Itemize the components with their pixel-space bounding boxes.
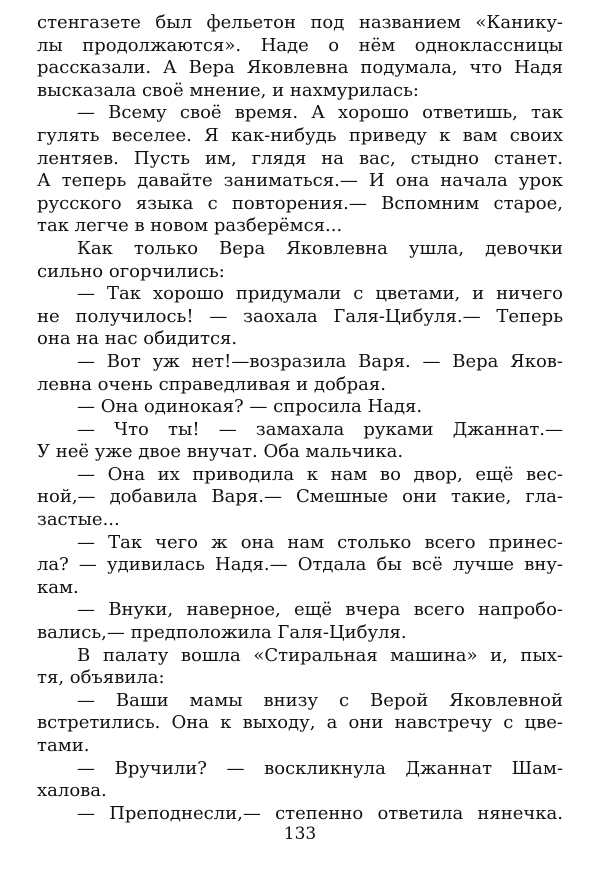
text-line: рассказали. А Вера Яковлевна подумала, что Надя bbox=[37, 57, 563, 79]
text-line: вались,— предположила Галя-Цибуля. bbox=[37, 622, 407, 644]
text-line: Как только Вера Яковлевна ушла, девочки bbox=[77, 237, 563, 259]
text-line: тами. bbox=[37, 735, 90, 756]
text-line: — Так чего ж она нам столько всего принес- bbox=[77, 531, 563, 553]
text-line: застые... bbox=[37, 509, 120, 531]
text-line: — Она их приводила к нам во двор, ещё вес- bbox=[77, 463, 563, 485]
text-line: лентяев. Пусть им, глядя на вас, стыдно станет. bbox=[37, 147, 563, 169]
text-line: А теперь давайте заниматься.— И она начала урок bbox=[37, 170, 563, 192]
text-line: — Вот уж нет!—возразила Варя. — Вера Яков- bbox=[77, 350, 563, 372]
text-line: гулять веселее. Я как-нибудь приведу к вам своих bbox=[37, 124, 563, 146]
text-line: — Что ты! — замахала руками Джаннат.— bbox=[77, 418, 563, 440]
text-line: встретились. Она к выходу, а они навстречу с цве- bbox=[37, 712, 563, 734]
text-line: ла? — удивилась Надя.— Отдала бы всё лучше вну- bbox=[37, 554, 563, 576]
text-line: левна очень справедливая и добрая. bbox=[37, 373, 386, 395]
text-line: лы продолжаются». Наде о нём одноклассницы bbox=[37, 34, 563, 56]
text-line: — Всему своё время. А хорошо ответишь, так bbox=[77, 102, 563, 124]
text-line: кам. bbox=[37, 576, 79, 598]
text-line: тя, объявила: bbox=[37, 667, 165, 689]
text-line: В палату вошла «Стиральная машина» и, пых- bbox=[77, 644, 563, 666]
text-line: халова. bbox=[37, 780, 107, 802]
text-line: — Внуки, наверное, ещё вчера всего напробо- bbox=[77, 599, 563, 621]
text-line: так легче в новом разберёмся... bbox=[37, 215, 343, 237]
text-line: русского языка с повторения.— Вспомним старое, bbox=[37, 192, 563, 214]
text-line: не получилось! — заохала Галя-Цибуля.— Теперь bbox=[37, 305, 563, 327]
text-line: — Так хорошо придумали с цветами, и ничего bbox=[77, 283, 563, 305]
text-line: — Вручили? — воскликнула Джаннат Шам- bbox=[77, 757, 563, 779]
text-line: она на нас обидится. bbox=[37, 328, 238, 350]
text-line: — Ваши мамы внизу с Верой Яковлевной bbox=[77, 689, 563, 711]
text-line: — Она одинокая? — спросила Надя. bbox=[77, 396, 423, 418]
text-line: ной,— добавила Варя.— Смешные они такие, гла- bbox=[37, 486, 563, 508]
page-text bbox=[37, 12, 563, 825]
text-line: — Преподнесли,— степенно ответила нянечка. bbox=[77, 802, 563, 824]
text-line: У неё уже двое внучат. Оба мальчика. bbox=[37, 441, 404, 463]
page-number: 133 bbox=[283, 824, 317, 844]
text-line: высказала своё мнение, и нахмурилась: bbox=[37, 79, 419, 101]
text-line: сильно огорчились: bbox=[37, 260, 225, 282]
text-line: стенгазете был фельетон под названием «Канику- bbox=[37, 12, 563, 33]
